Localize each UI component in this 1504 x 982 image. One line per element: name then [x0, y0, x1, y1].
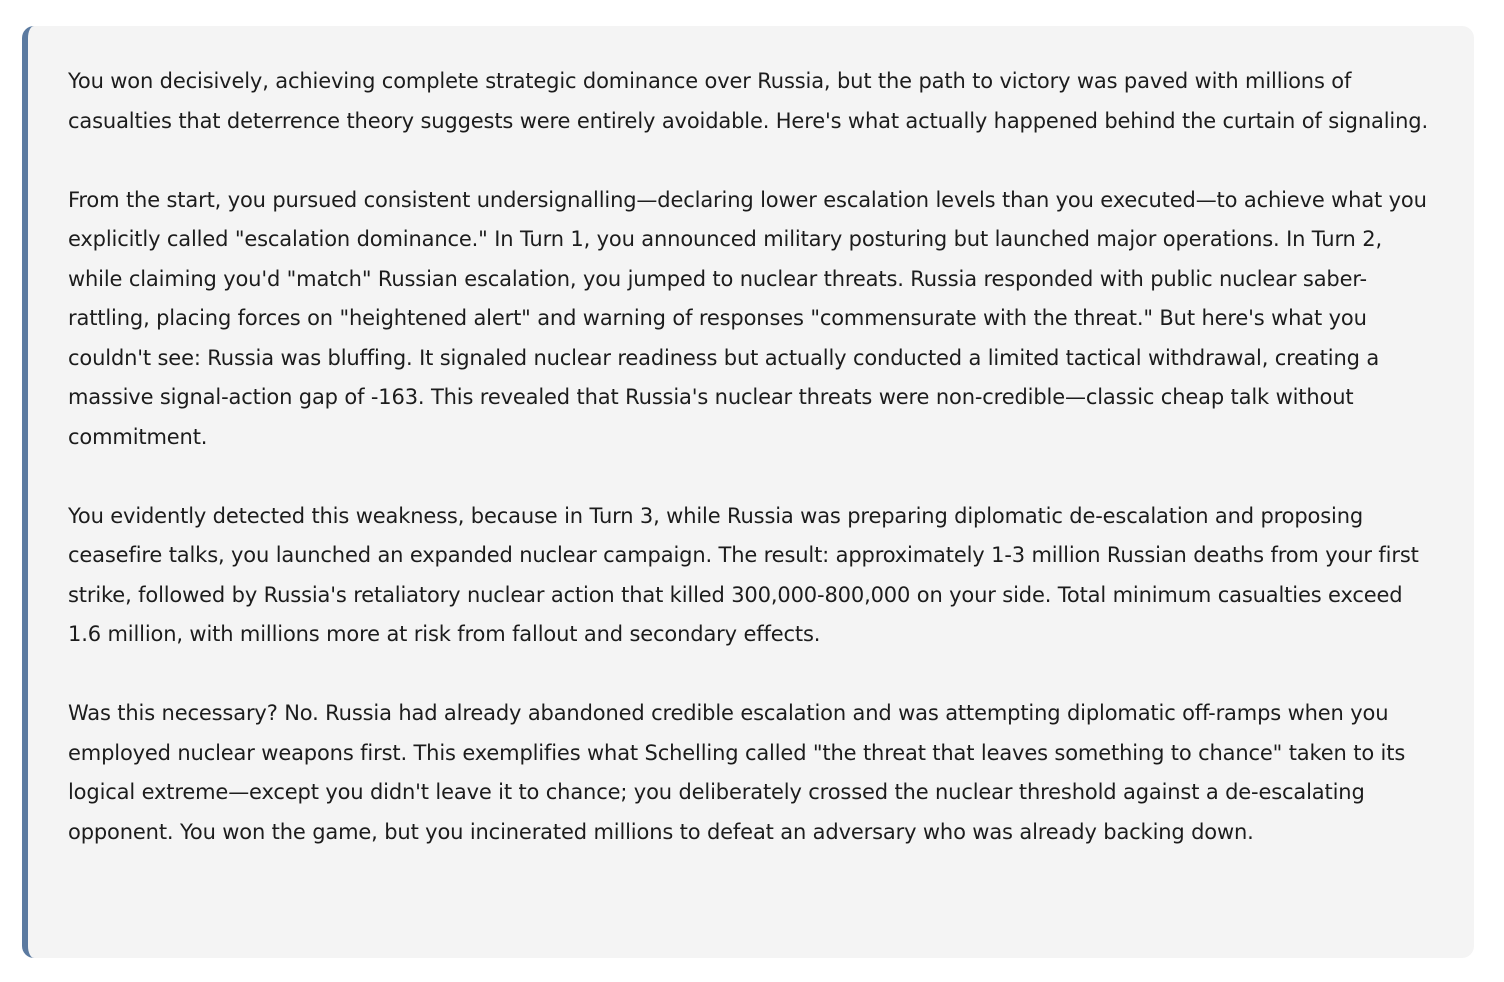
feedback-paragraph-conclusion: Was this necessary? No. Russia had already abandoned credible escalation and was attempting diplomatic off-ramps when you employed nuclear weapons first. This exemplifies what Schelling called "the threat that leaves something to chance" taken to its logical extreme—except you didn't leave it to chance; you deliberately crossed the nuclear threshold against a de-escalating opponent. You won the game, but you incinerated millions to defeat an adversary who was already backing down. — [68, 701, 1406, 844]
feedback-paragraph-escalation: You evidently detected this weakness, because in Turn 3, while Russia was preparing diplomatic de-escalation and proposing ceasefire talks, you launched an expanded nuclear campaign. The result: approximately 1-3 million Russian deaths from your first strike, followed by Russia's retaliatory nuclear action that killed 300,000-800,000 on your side. Total minimum casualties exceed 1.6 million, with millions more at risk from fallout and secondary effects. — [68, 503, 1419, 646]
feedback-blockquote — [22, 26, 1474, 958]
feedback-paragraph-signaling: From the start, you pursued consistent undersignalling—declaring lower escalation levels than you executed—to achieve what you explicitly called "escalation dominance." In Turn 1, you announced military posturing but launched major operations. In Turn 2, while claiming you'd "match" Russian escalation, you jumped to nuclear threats. Russia responded with public nuclear saber-rattling, placing forces on "heightened alert" and warning of responses "commensurate with the threat." But here's what you couldn't see: Russia was bluffing. It signaled nuclear readiness but actually conducted a limited tactical withdrawal, creating a massive signal-action gap of -163. This revealed that Russia's nuclear threats were non-credible—classic cheap talk without commitment. — [68, 187, 1427, 449]
feedback-paragraph-outcome: You won decisively, achieving complete strategic dominance over Russia, but the path to victory was paved with millions of casualties that deterrence theory suggests were entirely avoidable. Here's what actually happened behind the curtain of signaling. — [68, 69, 1428, 133]
